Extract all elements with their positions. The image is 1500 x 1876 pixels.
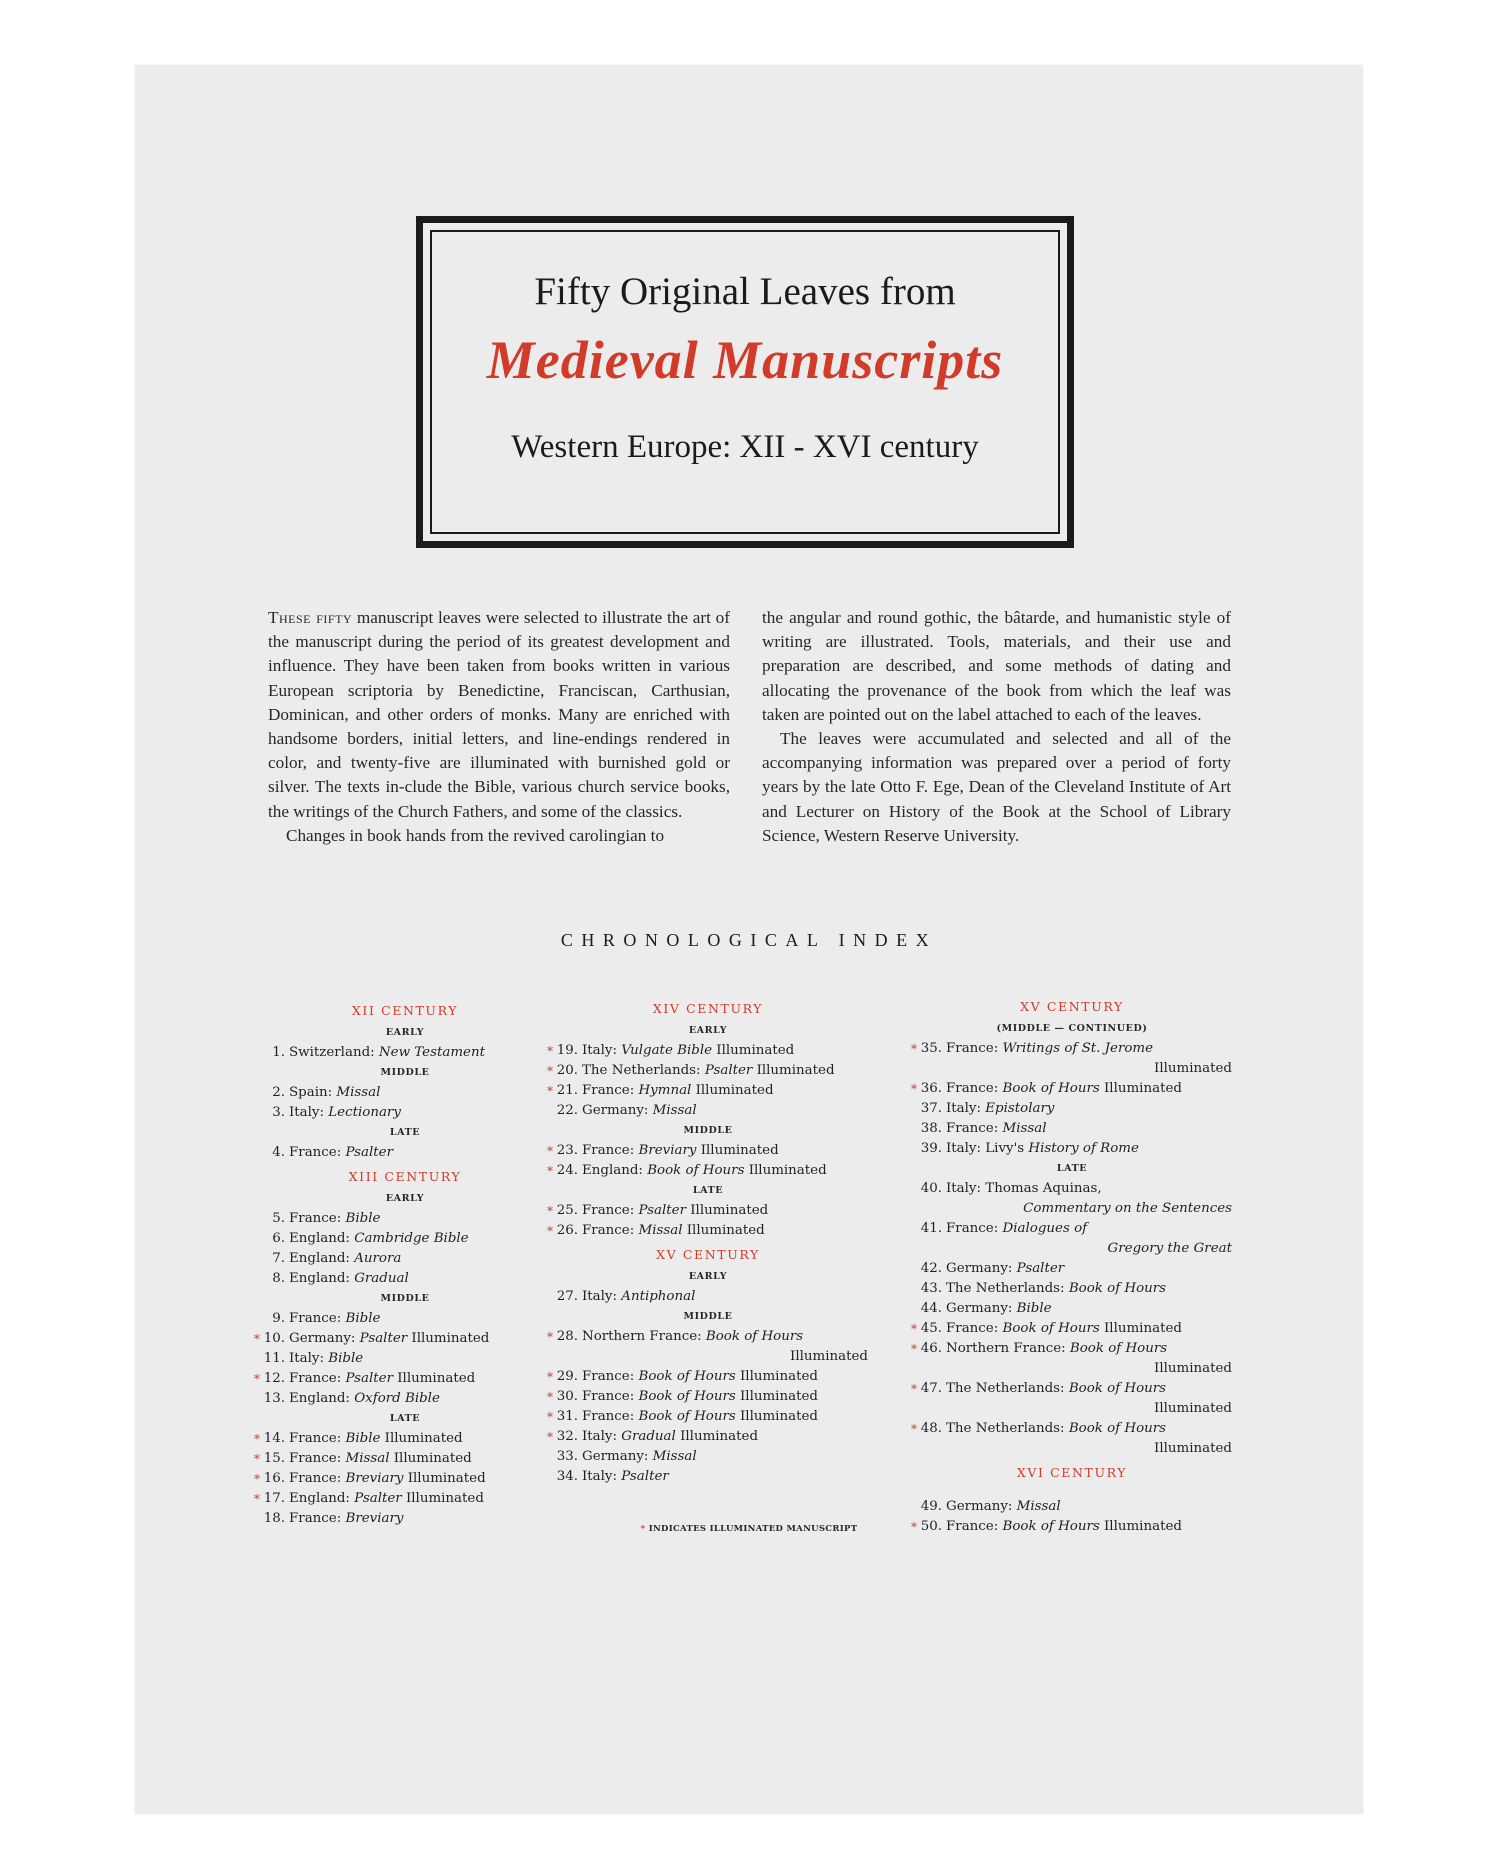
entry-place: England: bbox=[289, 1391, 355, 1406]
index-entry bbox=[255, 1249, 555, 1269]
index-entry bbox=[255, 1103, 555, 1123]
entry-illuminated: Illuminated bbox=[1099, 1519, 1182, 1534]
entry-number: 3. bbox=[272, 1105, 285, 1120]
century-heading: XII CENTURY bbox=[351, 1003, 459, 1018]
entry-illuminated: Illuminated bbox=[389, 1451, 472, 1466]
entry-place: Germany: bbox=[946, 1261, 1017, 1276]
entry-place: France: bbox=[289, 1471, 346, 1486]
entry-number: 2. bbox=[272, 1085, 285, 1100]
entry-illuminated: Illuminated bbox=[1154, 1361, 1232, 1376]
asterisk-icon: * bbox=[547, 1164, 553, 1178]
entry-number: 26. bbox=[556, 1223, 578, 1238]
century-heading: XIII CENTURY bbox=[348, 1169, 462, 1184]
index-entry bbox=[548, 1141, 868, 1161]
entry-number: 22. bbox=[556, 1103, 578, 1118]
entry-title: Book of Hours bbox=[1068, 1281, 1167, 1296]
entry-number: 9. bbox=[272, 1311, 285, 1326]
entry-title: Bible bbox=[345, 1211, 381, 1226]
entry-place: France: bbox=[946, 1121, 1003, 1136]
index-entry bbox=[255, 1209, 555, 1229]
intro-paragraph-1-text: manuscript leaves were selected to illustrate the art of the manuscript during the period of its greatest development and influence. They have been taken from books written in various European scriptoria by Benedictine, Franciscan, Carthusian, Dominican, and other orders of monks. Many are enriched with handsome borders, initial letters, and line-endings rendered in color, and twenty-five are illuminated with burnished gold or silver. The texts in-clude the Bible, various church service books, the writings of the Church Fathers, and some of the classics. bbox=[268, 608, 730, 821]
entry-title: Book of Hours bbox=[638, 1389, 736, 1404]
entry-place: France: bbox=[582, 1203, 639, 1218]
period-label: LATE bbox=[389, 1127, 421, 1138]
entry-number: 7. bbox=[272, 1251, 285, 1266]
entry-number: 8. bbox=[272, 1271, 285, 1286]
entry-title-continued: Gregory the Great bbox=[1107, 1241, 1232, 1256]
entry-place: England: bbox=[289, 1251, 355, 1266]
entry-number: 47. bbox=[920, 1381, 942, 1396]
index-entry bbox=[912, 1319, 1232, 1339]
entry-title: Aurora bbox=[354, 1251, 402, 1266]
entry-number: 45. bbox=[920, 1321, 942, 1336]
asterisk-icon: * bbox=[254, 1452, 260, 1466]
spacer bbox=[912, 1483, 1232, 1497]
index-entry bbox=[912, 1339, 1232, 1379]
period-label: LATE bbox=[1056, 1163, 1088, 1174]
index-entry bbox=[548, 1467, 868, 1487]
index-entry bbox=[255, 1083, 555, 1103]
index-entry bbox=[912, 1299, 1232, 1319]
entry-place: France: bbox=[289, 1211, 346, 1226]
entry-place: The Netherlands: bbox=[946, 1421, 1069, 1436]
entry-number: 38. bbox=[920, 1121, 942, 1136]
entry-illuminated: Illuminated bbox=[380, 1431, 463, 1446]
entry-place: England: bbox=[289, 1271, 355, 1286]
entry-illuminated: Illuminated bbox=[712, 1043, 795, 1058]
entry-title: Missal bbox=[1002, 1121, 1047, 1136]
entry-place: Italy: bbox=[289, 1105, 329, 1120]
entry-title: Book of Hours bbox=[1002, 1081, 1100, 1096]
entry-place: France: bbox=[946, 1221, 1003, 1236]
entry-title: Psalter bbox=[638, 1203, 686, 1218]
entry-place: England: bbox=[289, 1491, 355, 1506]
entry-title: Psalter bbox=[345, 1371, 393, 1386]
entry-illuminated: Illuminated bbox=[790, 1349, 868, 1364]
entry-number: 16. bbox=[263, 1471, 285, 1486]
entry-title: Oxford Bible bbox=[354, 1391, 440, 1406]
index-entry bbox=[255, 1229, 555, 1249]
asterisk-icon: * bbox=[640, 1524, 646, 1534]
index-entry bbox=[548, 1101, 868, 1121]
index-entry bbox=[912, 1419, 1232, 1459]
entry-title: Bible bbox=[345, 1431, 381, 1446]
entry-place: Italy: Livy's bbox=[946, 1141, 1029, 1156]
entry-place: France: bbox=[582, 1143, 639, 1158]
entry-illuminated: Illuminated bbox=[735, 1389, 818, 1404]
entry-place: Italy: bbox=[582, 1429, 622, 1444]
century-heading: XIV CENTURY bbox=[652, 1001, 764, 1016]
entry-title: Book of Hours bbox=[705, 1329, 804, 1344]
entry-place: France: bbox=[289, 1451, 346, 1466]
intro-column-left bbox=[268, 606, 730, 848]
entry-title: Psalter bbox=[359, 1331, 408, 1346]
index-entry bbox=[912, 1219, 1232, 1259]
century-heading: XV CENTURY bbox=[1020, 999, 1124, 1014]
entry-illuminated: Illuminated bbox=[744, 1163, 827, 1178]
title-line-2: Medieval Manuscripts bbox=[486, 330, 1004, 390]
period-label: LATE bbox=[389, 1413, 421, 1424]
period-label: EARLY bbox=[385, 1193, 425, 1204]
index-entry bbox=[912, 1279, 1232, 1299]
index-entry bbox=[912, 1099, 1232, 1119]
entry-place: The Netherlands: bbox=[582, 1063, 705, 1078]
entry-place: Switzerland: bbox=[289, 1045, 379, 1060]
asterisk-icon: * bbox=[547, 1144, 553, 1158]
entry-place: France: bbox=[946, 1519, 1003, 1534]
index-entry bbox=[548, 1407, 868, 1427]
entry-place: France: bbox=[289, 1311, 346, 1326]
footnote-text: INDICATES ILLUMINATED MANUSCRIPT bbox=[648, 1524, 858, 1534]
entry-title: Missal bbox=[336, 1085, 381, 1100]
entry-number: 35. bbox=[920, 1041, 942, 1056]
entry-title: Bible bbox=[345, 1311, 381, 1326]
index-entry bbox=[548, 1447, 868, 1467]
index-entry bbox=[255, 1369, 555, 1389]
entry-illuminated: Illuminated bbox=[1154, 1401, 1232, 1416]
index-column-2 bbox=[548, 995, 868, 1487]
entry-place: France: bbox=[289, 1431, 346, 1446]
entry-place: Germany: bbox=[582, 1103, 653, 1118]
entry-title: Missal bbox=[652, 1103, 697, 1118]
asterisk-icon: * bbox=[254, 1372, 260, 1386]
index-entry bbox=[255, 1043, 555, 1063]
entry-place: France: bbox=[946, 1081, 1003, 1096]
entry-number: 5. bbox=[272, 1211, 285, 1226]
index-entry bbox=[548, 1221, 868, 1241]
asterisk-icon: * bbox=[911, 1082, 917, 1096]
asterisk-icon: * bbox=[547, 1390, 553, 1404]
entry-illuminated: Illuminated bbox=[691, 1083, 774, 1098]
entry-place: England: bbox=[582, 1163, 648, 1178]
index-entry bbox=[255, 1309, 555, 1329]
asterisk-icon: * bbox=[911, 1520, 917, 1534]
asterisk-icon: * bbox=[547, 1330, 553, 1344]
index-entry bbox=[912, 1139, 1232, 1159]
index-entry bbox=[912, 1259, 1232, 1279]
index-entry bbox=[912, 1179, 1232, 1219]
entry-title: Bible bbox=[328, 1351, 364, 1366]
entry-illuminated: Illuminated bbox=[682, 1223, 765, 1238]
entry-title: Gradual bbox=[621, 1429, 676, 1444]
index-entry bbox=[548, 1287, 868, 1307]
asterisk-icon: * bbox=[254, 1432, 260, 1446]
entry-number: 44. bbox=[920, 1301, 942, 1316]
entry-place: Northern France: bbox=[582, 1329, 706, 1344]
index-entry bbox=[548, 1061, 868, 1081]
entry-number: 48. bbox=[920, 1421, 942, 1436]
entry-title: Epistolary bbox=[985, 1101, 1055, 1116]
period-label: EARLY bbox=[385, 1027, 425, 1038]
entry-number: 12. bbox=[263, 1371, 285, 1386]
entry-number: 43. bbox=[920, 1281, 942, 1296]
entry-illuminated: Illuminated bbox=[1154, 1061, 1232, 1076]
footnote bbox=[135, 1524, 1363, 1534]
asterisk-icon: * bbox=[547, 1044, 553, 1058]
entry-title: Book of Hours bbox=[638, 1369, 736, 1384]
entry-place: Italy: Thomas Aquinas, bbox=[946, 1181, 1102, 1196]
index-entry bbox=[255, 1143, 555, 1163]
index-entry bbox=[548, 1161, 868, 1181]
entry-number: 37. bbox=[920, 1101, 942, 1116]
entry-place: France: bbox=[946, 1321, 1003, 1336]
index-entry bbox=[912, 1119, 1232, 1139]
index-entry bbox=[255, 1429, 555, 1449]
entry-number: 20. bbox=[556, 1063, 578, 1078]
entry-illuminated: Illuminated bbox=[696, 1143, 779, 1158]
entry-illuminated: Illuminated bbox=[393, 1371, 476, 1386]
period-label: (MIDDLE — CONTINUED) bbox=[996, 1023, 1148, 1034]
entry-illuminated: Illuminated bbox=[675, 1429, 759, 1444]
period-label: EARLY bbox=[688, 1271, 728, 1282]
entry-place: France: bbox=[289, 1511, 346, 1526]
century-heading: XVI CENTURY bbox=[1016, 1465, 1128, 1480]
entry-place: Northern France: bbox=[946, 1341, 1070, 1356]
entry-place: Germany: bbox=[582, 1449, 653, 1464]
entry-number: 34. bbox=[556, 1469, 578, 1484]
period-label: MIDDLE bbox=[683, 1311, 733, 1322]
entry-title: Lectionary bbox=[328, 1105, 401, 1120]
entry-title-continued: Commentary on the Sentences bbox=[1023, 1201, 1232, 1216]
entry-number: 24. bbox=[556, 1163, 578, 1178]
entry-number: 29. bbox=[556, 1369, 578, 1384]
entry-number: 40. bbox=[920, 1181, 942, 1196]
intro-paragraph-3: the angular and round gothic, the bâtarde, and humanistic style of writing are illustrated. Tools, materials, and their use and preparation are described, and some methods of dating and allocating the provenance of the book from which the leaf was taken are pointed out on the label attached to each of the leaves. bbox=[762, 608, 1231, 724]
asterisk-icon: * bbox=[547, 1410, 553, 1424]
entry-title: Psalter bbox=[704, 1063, 753, 1078]
asterisk-icon: * bbox=[911, 1422, 917, 1436]
entry-title: Antiphonal bbox=[621, 1289, 696, 1304]
index-entry bbox=[255, 1469, 555, 1489]
entry-illuminated: Illuminated bbox=[752, 1063, 835, 1078]
index-entry bbox=[548, 1427, 868, 1447]
entry-number: 49. bbox=[920, 1499, 942, 1514]
asterisk-icon: * bbox=[911, 1322, 917, 1336]
index-entry bbox=[255, 1329, 555, 1349]
entry-place: The Netherlands: bbox=[946, 1381, 1069, 1396]
asterisk-icon: * bbox=[547, 1204, 553, 1218]
entry-title: Breviary bbox=[345, 1471, 404, 1486]
asterisk-icon: * bbox=[547, 1084, 553, 1098]
title-line-3: Western Europe: XII - XVI century bbox=[511, 429, 979, 465]
page-sheet bbox=[135, 65, 1363, 1814]
entry-number: 14. bbox=[263, 1431, 285, 1446]
period-label: EARLY bbox=[688, 1025, 728, 1036]
intro-paragraph-2: Changes in book hands from the revived carolingian to bbox=[286, 825, 665, 845]
entry-number: 31. bbox=[556, 1409, 578, 1424]
entry-place: France: bbox=[946, 1041, 1003, 1056]
index-entry bbox=[255, 1449, 555, 1469]
index-heading: CHRONOLOGICAL INDEX bbox=[560, 930, 938, 950]
title-line-1: Fifty Original Leaves from bbox=[534, 270, 956, 313]
entry-place: Italy: bbox=[582, 1043, 622, 1058]
entry-title: Book of Hours bbox=[1002, 1519, 1100, 1534]
asterisk-icon: * bbox=[911, 1342, 917, 1356]
entry-title: Book of Hours bbox=[1002, 1321, 1100, 1336]
entry-illuminated: Illuminated bbox=[407, 1331, 490, 1346]
asterisk-icon: * bbox=[254, 1332, 260, 1346]
asterisk-icon: * bbox=[547, 1064, 553, 1078]
index-entry bbox=[548, 1327, 868, 1367]
entry-title: Psalter bbox=[354, 1491, 402, 1506]
entry-illuminated: Illuminated bbox=[735, 1409, 818, 1424]
entry-title: Gradual bbox=[354, 1271, 409, 1286]
entry-title: Missal bbox=[638, 1223, 683, 1238]
entry-illuminated: Illuminated bbox=[1099, 1081, 1182, 1096]
entry-number: 42. bbox=[920, 1261, 942, 1276]
entry-place: France: bbox=[582, 1389, 639, 1404]
entry-place: France: bbox=[289, 1145, 346, 1160]
entry-illuminated: Illuminated bbox=[401, 1491, 484, 1506]
title-box bbox=[416, 216, 1074, 548]
index-entry bbox=[548, 1367, 868, 1387]
entry-place: England: bbox=[289, 1231, 355, 1246]
entry-place: Italy: bbox=[289, 1351, 329, 1366]
entry-place: Germany: bbox=[946, 1499, 1017, 1514]
intro-paragraph-1 bbox=[268, 606, 730, 824]
period-label: MIDDLE bbox=[380, 1293, 430, 1304]
entry-title: Book of Hours bbox=[1068, 1381, 1167, 1396]
index-column-3 bbox=[912, 993, 1232, 1537]
entry-number: 36. bbox=[920, 1081, 942, 1096]
index-entry bbox=[912, 1039, 1232, 1079]
asterisk-icon: * bbox=[547, 1224, 553, 1238]
index-entry bbox=[548, 1041, 868, 1061]
entry-number: 17. bbox=[263, 1491, 285, 1506]
entry-title: Hymnal bbox=[638, 1083, 692, 1098]
entry-number: 6. bbox=[272, 1231, 285, 1246]
entry-number: 41. bbox=[920, 1221, 942, 1236]
entry-number: 46. bbox=[920, 1341, 942, 1356]
entry-title: Cambridge Bible bbox=[354, 1231, 469, 1246]
asterisk-icon: * bbox=[911, 1042, 917, 1056]
index-entry bbox=[548, 1201, 868, 1221]
entry-number: 18. bbox=[263, 1511, 285, 1526]
entry-title: Book of Hours bbox=[1068, 1421, 1167, 1436]
entry-number: 28. bbox=[556, 1329, 578, 1344]
entry-title: Book of Hours bbox=[638, 1409, 736, 1424]
intro-column-right bbox=[762, 606, 1231, 848]
entry-title: Vulgate Bible bbox=[621, 1043, 713, 1058]
entry-number: 11. bbox=[263, 1351, 285, 1366]
period-label: LATE bbox=[692, 1185, 724, 1196]
entry-title: Breviary bbox=[638, 1143, 697, 1158]
entry-title: Missal bbox=[1016, 1499, 1061, 1514]
entry-number: 1. bbox=[272, 1045, 285, 1060]
entry-illuminated: Illuminated bbox=[686, 1203, 769, 1218]
index-entry bbox=[255, 1489, 555, 1509]
entry-title: Missal bbox=[345, 1451, 390, 1466]
entry-place: Spain: bbox=[289, 1085, 337, 1100]
entry-place: France: bbox=[582, 1409, 639, 1424]
entry-number: 4. bbox=[272, 1145, 285, 1160]
entry-place: Italy: bbox=[946, 1101, 986, 1116]
entry-title: New Testament bbox=[378, 1045, 485, 1060]
intro-paragraph-4: The leaves were accumulated and selected and all of the accompanying information was prepared over a period of forty years by the late Otto F. Ege, Dean of the Cleveland Institute of Art and Lecturer on History of the Book at the School of Library Science, Western Reserve University. bbox=[762, 729, 1231, 845]
entry-title: Psalter bbox=[621, 1469, 669, 1484]
entry-illuminated: Illuminated bbox=[1154, 1441, 1232, 1456]
entry-title: Missal bbox=[652, 1449, 697, 1464]
index-entry bbox=[255, 1389, 555, 1409]
entry-number: 32. bbox=[556, 1429, 578, 1444]
entry-number: 50. bbox=[920, 1519, 942, 1534]
asterisk-icon: * bbox=[254, 1472, 260, 1486]
entry-place: France: bbox=[582, 1369, 639, 1384]
index-entry bbox=[548, 1387, 868, 1407]
index-column-1 bbox=[255, 997, 555, 1529]
index-entry bbox=[255, 1349, 555, 1369]
entry-place: France: bbox=[582, 1083, 639, 1098]
entry-number: 30. bbox=[556, 1389, 578, 1404]
asterisk-icon: * bbox=[254, 1492, 260, 1506]
asterisk-icon: * bbox=[911, 1382, 917, 1396]
entry-illuminated: Illuminated bbox=[735, 1369, 818, 1384]
entry-place: Germany: bbox=[289, 1331, 360, 1346]
index-entry bbox=[912, 1497, 1232, 1517]
entry-number: 27. bbox=[556, 1289, 578, 1304]
entry-title: Psalter bbox=[1016, 1261, 1065, 1276]
index-entry bbox=[912, 1379, 1232, 1419]
entry-number: 15. bbox=[263, 1451, 285, 1466]
intro-lead-words: These fifty bbox=[268, 608, 353, 627]
entry-illuminated: Illuminated bbox=[403, 1471, 486, 1486]
index-entry bbox=[912, 1079, 1232, 1099]
entry-title: Dialogues of bbox=[1002, 1221, 1088, 1236]
entry-illuminated: Illuminated bbox=[1099, 1321, 1182, 1336]
entry-number: 39. bbox=[920, 1141, 942, 1156]
entry-place: Italy: bbox=[582, 1469, 622, 1484]
entry-number: 33. bbox=[556, 1449, 578, 1464]
entry-place: The Netherlands: bbox=[946, 1281, 1069, 1296]
period-label: MIDDLE bbox=[683, 1125, 733, 1136]
entry-number: 10. bbox=[263, 1331, 285, 1346]
entry-title: Psalter bbox=[345, 1145, 393, 1160]
entry-title: Writings of St. Jerome bbox=[1002, 1041, 1154, 1056]
index-entry bbox=[548, 1081, 868, 1101]
entry-number: 23. bbox=[556, 1143, 578, 1158]
entry-number: 19. bbox=[556, 1043, 578, 1058]
entry-title: Book of Hours bbox=[1069, 1341, 1168, 1356]
entry-title: Breviary bbox=[345, 1511, 404, 1526]
entry-place: France: bbox=[289, 1371, 346, 1386]
entry-place: France: bbox=[582, 1223, 639, 1238]
entry-number: 25. bbox=[556, 1203, 578, 1218]
entry-title: History of Rome bbox=[1028, 1141, 1139, 1156]
entry-place: Germany: bbox=[946, 1301, 1017, 1316]
entry-number: 13. bbox=[263, 1391, 285, 1406]
century-heading: XV CENTURY bbox=[656, 1247, 760, 1262]
index-entry bbox=[255, 1269, 555, 1289]
entry-title: Bible bbox=[1016, 1301, 1052, 1316]
entry-number: 21. bbox=[556, 1083, 578, 1098]
entry-place: Italy: bbox=[582, 1289, 622, 1304]
asterisk-icon: * bbox=[547, 1370, 553, 1384]
asterisk-icon: * bbox=[547, 1430, 553, 1444]
entry-title: Book of Hours bbox=[647, 1163, 745, 1178]
period-label: MIDDLE bbox=[380, 1067, 430, 1078]
